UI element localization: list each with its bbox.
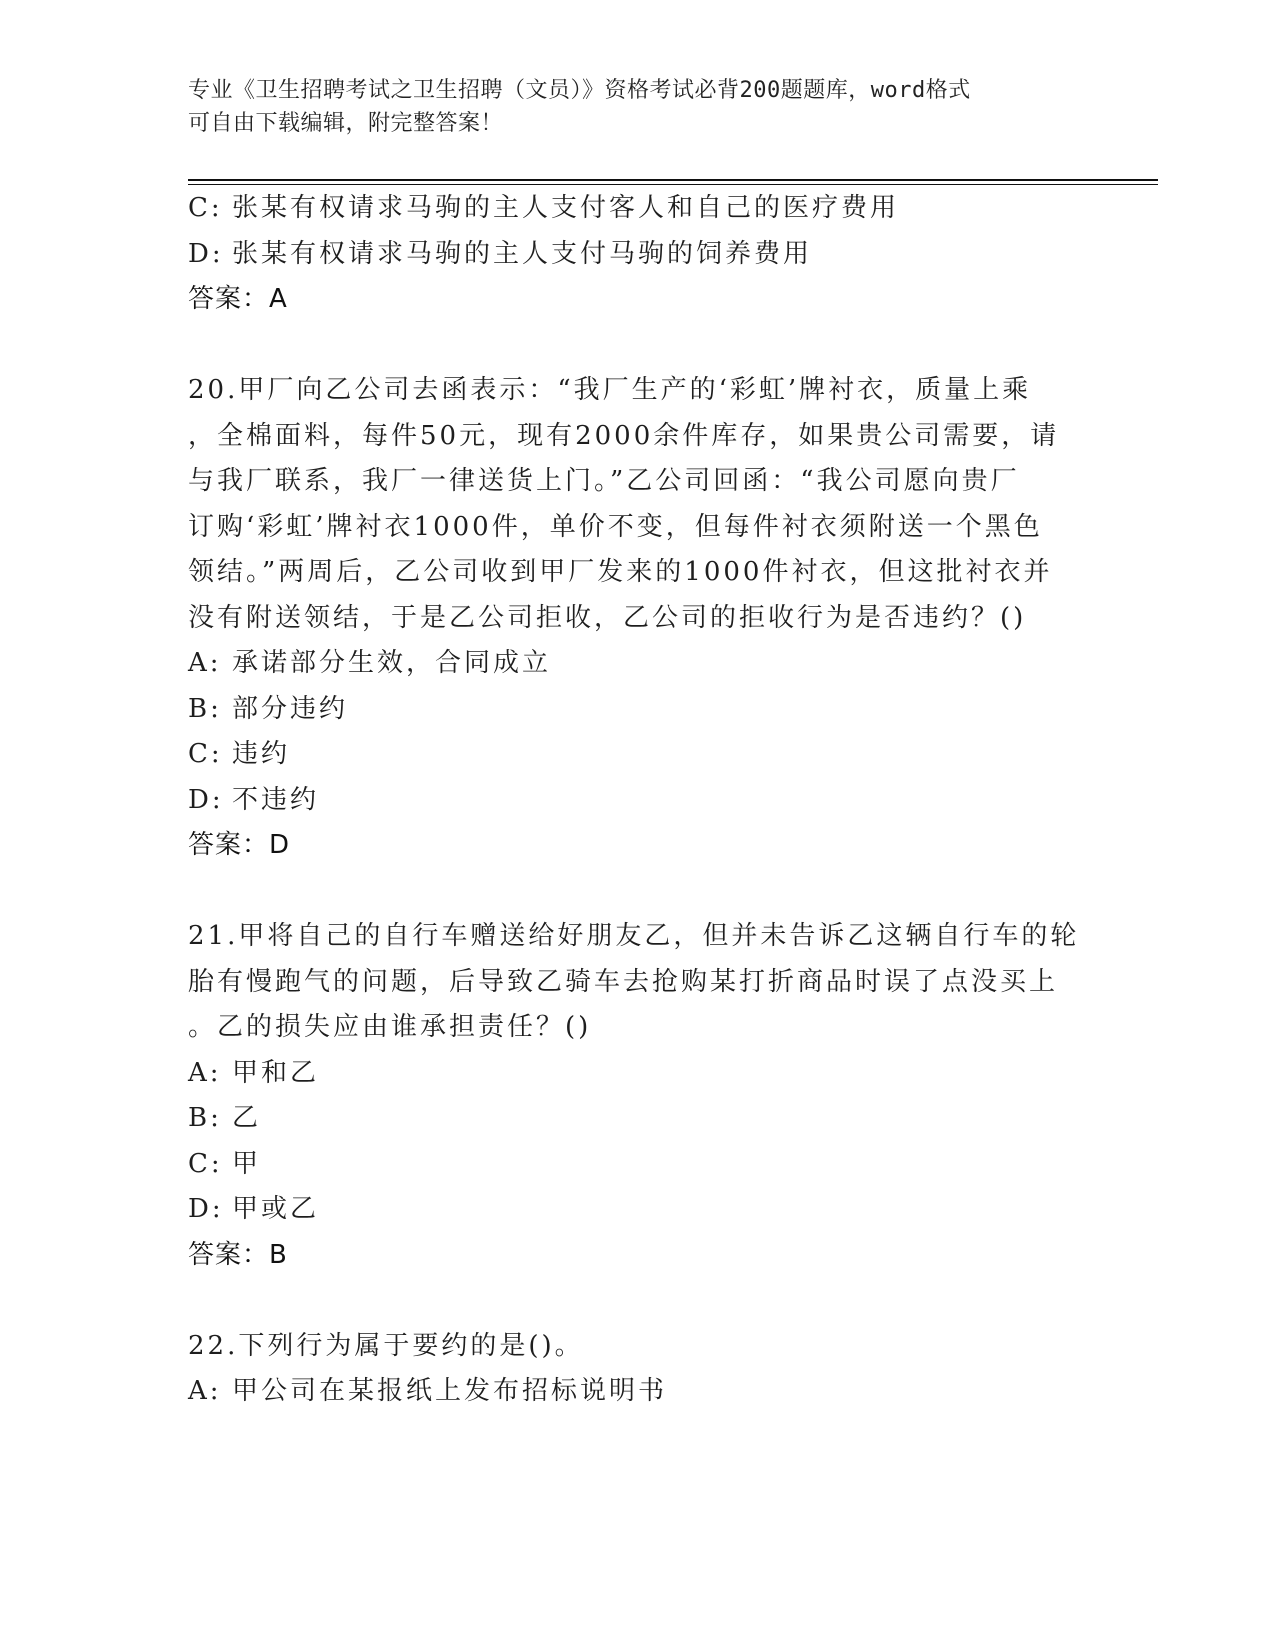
option-text: 张某有权请求马驹的主人支付马驹的饲养费用 <box>232 238 813 269</box>
question-stem-line: 。乙的损失应由谁承担责任？() <box>188 1012 592 1042</box>
spacer <box>188 1278 1088 1324</box>
option-c <box>188 732 1088 778</box>
option-d <box>188 1187 1088 1233</box>
spacer <box>188 869 1088 915</box>
option-d <box>188 778 1088 824</box>
question-stem-line: 胎有慢跑气的问题，后导致乙骑车去抢购某打折商品时误了点没买上 <box>188 966 1059 997</box>
header-divider-thin <box>188 184 1158 185</box>
option-text: 乙 <box>232 1103 262 1133</box>
option-letter: D: <box>188 238 224 269</box>
question-stem-line: 领结。”两周后，乙公司收到甲厂发来的1000件衬衣，但这批衬衣并 <box>188 557 1053 587</box>
question-stem-line: 21.甲将自己的自行车赠送给好朋友乙，但并未告诉乙这辆自行车的轮 <box>188 921 1080 951</box>
question-stem-line: ，全棉面料，每件50元，现有2000余件库存，如果贵公司需要，请 <box>188 420 1060 451</box>
answer-line: 答案：D <box>188 830 291 860</box>
option-text: 不违约 <box>232 784 320 815</box>
option-d <box>188 232 1088 278</box>
option-letter: A: <box>188 648 222 678</box>
spacer <box>188 323 1088 369</box>
option-letter: C: <box>188 193 223 223</box>
option-text: 甲公司在某报纸上发布招标说明书 <box>232 1376 668 1406</box>
option-a <box>188 1369 1088 1415</box>
option-text: 承诺部分生效，合同成立 <box>232 648 552 678</box>
option-b <box>188 1096 1088 1142</box>
option-a <box>188 1051 1088 1097</box>
option-letter: B: <box>188 693 222 724</box>
header-divider-thick <box>188 179 1158 181</box>
option-text: 部分违约 <box>232 693 349 724</box>
question-stem-line: 20.甲厂向乙公司去函表示：“我厂生产的‘彩虹’牌衬衣，质量上乘 <box>188 375 1032 405</box>
option-text: 违约 <box>232 739 291 769</box>
option-text: 甲或乙 <box>232 1194 320 1224</box>
answer-line: 答案：B <box>188 1239 288 1270</box>
answer-line: 答案：A <box>188 284 288 314</box>
option-c <box>188 186 1088 232</box>
question-22 <box>188 1324 1088 1415</box>
option-text: 甲和乙 <box>232 1057 320 1088</box>
question-stem-line: 与我厂联系，我厂一律送货上门。”乙公司回函：“我公司愿向贵厂 <box>188 466 1020 496</box>
question-21 <box>188 914 1088 1278</box>
header-title-line-1: 专业《卫生招聘考试之卫生招聘（文员）》资格考试必背200题题库，word格式 <box>188 78 971 103</box>
question-stem-line: 22.下列行为属于要约的是()。 <box>188 1330 584 1361</box>
option-text: 张某有权请求马驹的主人支付客人和自己的医疗费用 <box>232 193 900 223</box>
option-a <box>188 641 1088 687</box>
header-title-line-2: 可自由下载编辑，附完整答案！ <box>188 111 504 136</box>
option-letter: C: <box>188 1148 223 1179</box>
option-letter: A: <box>188 1057 222 1088</box>
question-stem-line: 没有附送领结，于是乙公司拒收，乙公司的拒收行为是否违约？() <box>188 602 1027 633</box>
option-letter: C: <box>188 739 223 769</box>
document-header <box>188 74 1068 140</box>
question-19-tail <box>188 186 1088 323</box>
option-letter: A: <box>188 1376 222 1406</box>
question-stem-line: 订购‘彩虹’牌衬衣1000件，单价不变，但每件衬衣须附送一个黑色 <box>188 511 1043 542</box>
option-letter: B: <box>188 1103 222 1133</box>
option-c <box>188 1142 1088 1188</box>
option-b <box>188 687 1088 733</box>
option-letter: D: <box>188 784 224 815</box>
option-letter: D: <box>188 1194 224 1224</box>
question-content <box>188 186 1088 1415</box>
option-text: 甲 <box>232 1148 262 1179</box>
question-20 <box>188 368 1088 869</box>
